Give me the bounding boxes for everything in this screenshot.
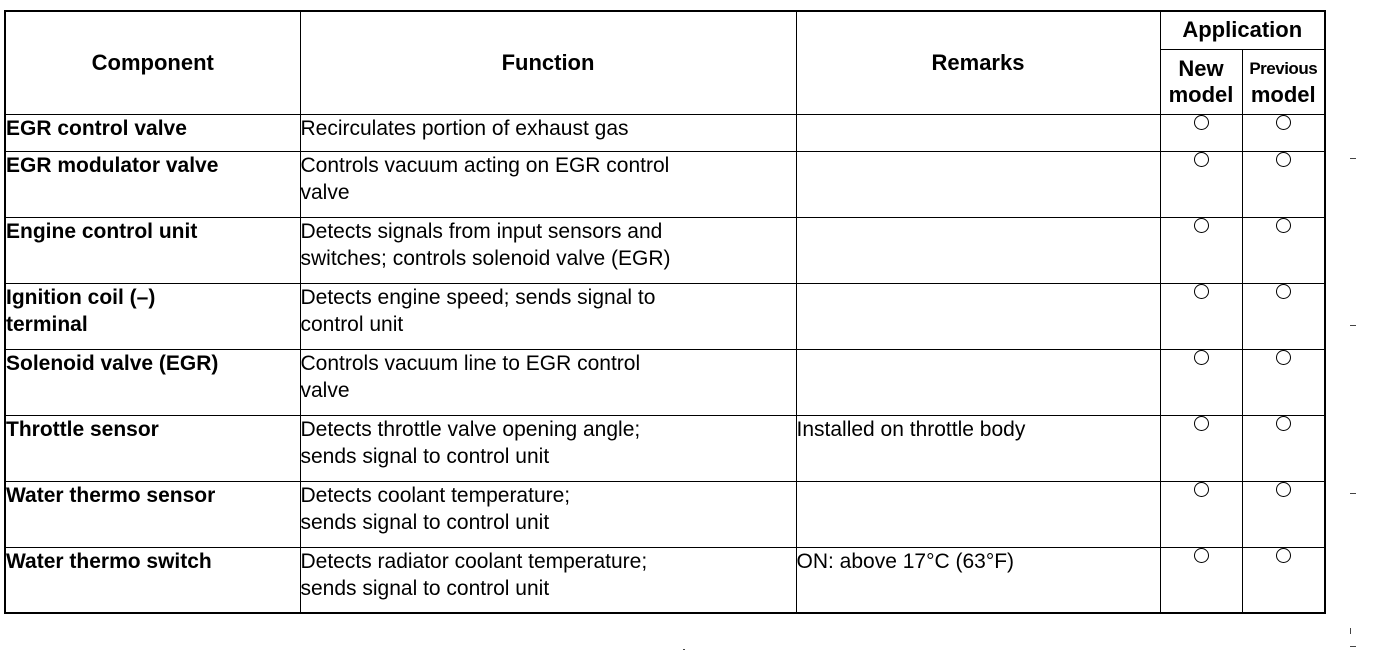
header-remarks: Remarks <box>796 11 1160 114</box>
cell-previous-model <box>1242 114 1325 151</box>
circle-mark-icon <box>1194 416 1209 431</box>
circle-mark-icon <box>1194 218 1209 233</box>
cell-remarks <box>796 283 1160 349</box>
cell-new-model <box>1160 547 1242 613</box>
header-new-model-line2: model <box>1168 81 1234 107</box>
cell-component: Solenoid valve (EGR) <box>5 349 300 415</box>
function-line: Recirculates portion of exhaust gas <box>300 116 629 140</box>
cell-previous-model <box>1242 151 1325 217</box>
cell-new-model <box>1160 217 1242 283</box>
function-line: sends signal to control unit <box>300 576 550 600</box>
table-row <box>5 349 1325 415</box>
header-component: Component <box>5 11 300 114</box>
cell-new-model <box>1160 283 1242 349</box>
component-line: terminal <box>6 312 88 336</box>
cell-function <box>300 217 796 283</box>
circle-mark-icon <box>1276 218 1291 233</box>
function-line: switches; controls solenoid valve (EGR) <box>300 246 671 270</box>
cell-new-model <box>1160 349 1242 415</box>
function-line: Detects signals from input sensors and <box>300 219 663 243</box>
function-line: Detects radiator coolant temperature; <box>300 549 648 573</box>
circle-mark-icon <box>1276 115 1291 130</box>
function-line: sends signal to control unit <box>300 510 550 534</box>
circle-mark-icon <box>1194 350 1209 365</box>
cell-previous-model <box>1242 415 1325 481</box>
cell-component: EGR modulator valve <box>5 151 300 217</box>
cell-remarks <box>796 481 1160 547</box>
cell-function <box>300 114 796 151</box>
table-row <box>5 481 1325 547</box>
function-line: Controls vacuum acting on EGR control <box>300 153 670 177</box>
cell-new-model <box>1160 415 1242 481</box>
cell-component: EGR control valve <box>5 114 300 151</box>
cell-function <box>300 415 796 481</box>
cell-previous-model <box>1242 283 1325 349</box>
function-line: valve <box>300 180 350 204</box>
scan-speck <box>1350 493 1356 494</box>
cell-remarks: Installed on throttle body <box>796 415 1160 481</box>
circle-mark-icon <box>1194 482 1209 497</box>
function-line: sends signal to control unit <box>300 444 550 468</box>
cell-previous-model <box>1242 481 1325 547</box>
cell-previous-model <box>1242 217 1325 283</box>
header-previous-model-line2: model <box>1250 81 1316 107</box>
cell-component: Water thermo switch <box>5 547 300 613</box>
cell-component: Water thermo sensor <box>5 481 300 547</box>
header-function: Function <box>300 11 796 114</box>
circle-mark-icon <box>1194 284 1209 299</box>
function-line: Detects coolant temperature; <box>300 483 571 507</box>
scan-speck <box>1350 628 1351 634</box>
circle-mark-icon <box>1194 548 1209 563</box>
cell-new-model <box>1160 481 1242 547</box>
cell-remarks: ON: above 17°C (63°F) <box>796 547 1160 613</box>
function-line: Controls vacuum line to EGR control <box>300 351 641 375</box>
function-line: valve <box>300 378 350 402</box>
header-previous-model <box>1242 49 1325 114</box>
scan-speck <box>1350 325 1356 326</box>
component-line: Ignition coil (–) <box>6 285 156 309</box>
cell-component: Throttle sensor <box>5 415 300 481</box>
scan-speck <box>1350 158 1356 159</box>
circle-mark-icon <box>1194 152 1209 167</box>
circle-mark-icon <box>1276 548 1291 563</box>
circle-mark-icon <box>1276 416 1291 431</box>
cell-previous-model <box>1242 349 1325 415</box>
cell-remarks <box>796 217 1160 283</box>
cell-function <box>300 349 796 415</box>
circle-mark-icon <box>1276 284 1291 299</box>
cell-remarks <box>796 114 1160 151</box>
cell-component: Engine control unit <box>5 217 300 283</box>
function-line: Detects engine speed; sends signal to <box>300 285 656 309</box>
header-row <box>5 11 1325 49</box>
table-row <box>5 415 1325 481</box>
cell-previous-model <box>1242 547 1325 613</box>
table-row <box>5 151 1325 217</box>
header-application: Application <box>1160 11 1325 49</box>
circle-mark-icon <box>1276 350 1291 365</box>
cell-function <box>300 283 796 349</box>
cell-function <box>300 547 796 613</box>
component-table <box>4 10 1326 614</box>
circle-mark-icon <box>1276 482 1291 497</box>
table-row <box>5 114 1325 151</box>
circle-mark-icon <box>1276 152 1291 167</box>
function-line: Detects throttle valve opening angle; <box>300 417 641 441</box>
header-new-model <box>1160 49 1242 114</box>
table-row <box>5 283 1325 349</box>
cell-remarks <box>796 349 1160 415</box>
scan-speck <box>1350 646 1356 647</box>
circle-mark-icon <box>1194 115 1209 130</box>
header-previous-model-line1: Previous <box>1249 58 1318 78</box>
function-line: control unit <box>300 312 404 336</box>
cell-component <box>5 283 300 349</box>
cell-function <box>300 481 796 547</box>
cell-new-model <box>1160 151 1242 217</box>
header-new-model-line1: New <box>1178 55 1224 81</box>
cell-remarks <box>796 151 1160 217</box>
table-row <box>5 547 1325 613</box>
cell-new-model <box>1160 114 1242 151</box>
table-row <box>5 217 1325 283</box>
cell-function <box>300 151 796 217</box>
